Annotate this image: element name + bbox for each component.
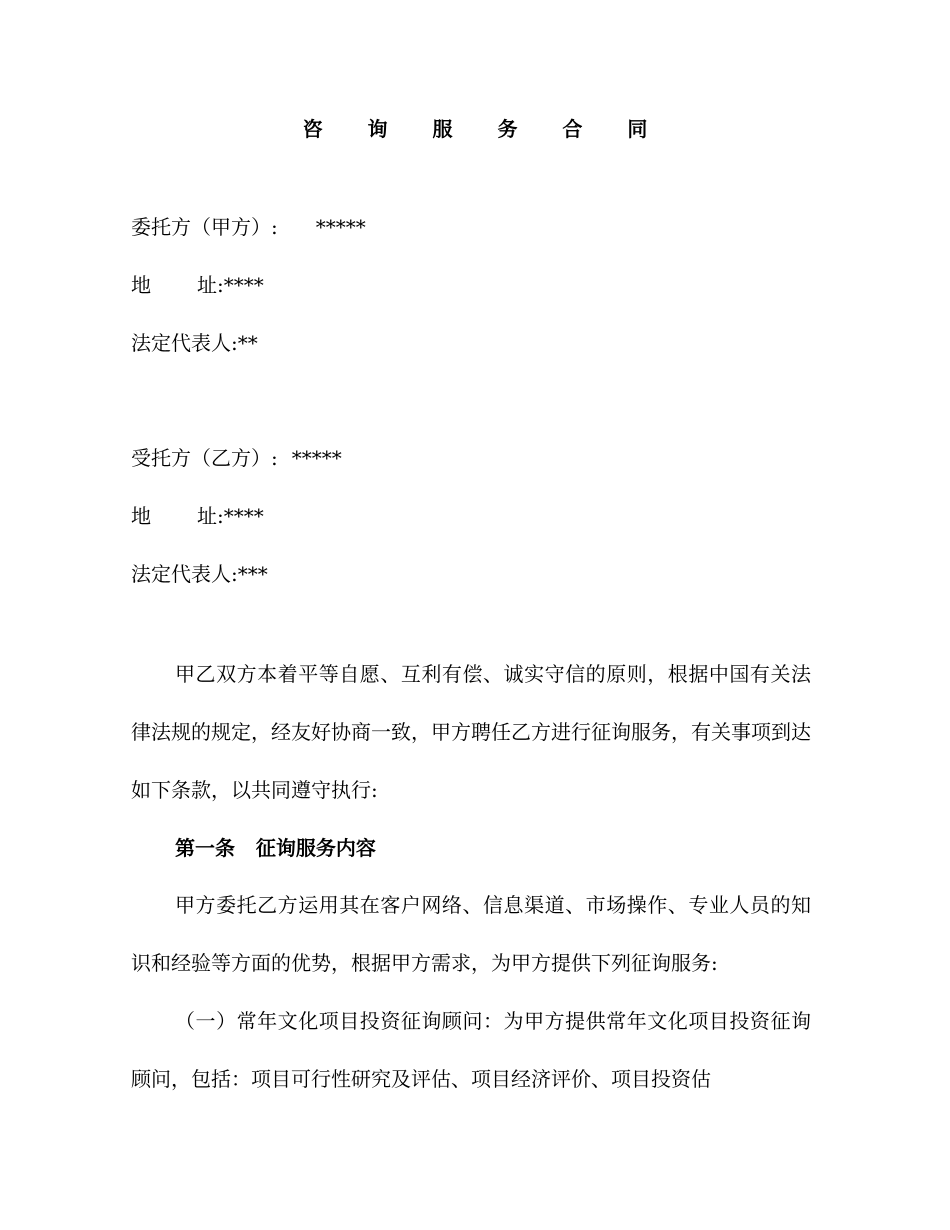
party-a-rep-label: 法定代表人: [131,331,238,355]
party-b-representative-line [131,560,268,588]
party-b-address-label-start: 地 [131,504,151,528]
party-b-address-label-end: 址: [197,504,224,528]
clause-1-title: 第一条 征询服务内容 [175,836,376,860]
clause-1-body: 甲方委托乙方运用其在客户网络、信息渠道、市场操作、专业人员的知识和经验等方面的优势，根据甲方需求，为甲方提供下列征询服务: [131,893,811,975]
party-a-value: ***** [315,215,366,239]
party-a-address-line [131,271,264,299]
party-a-address-label-start: 地 [131,273,151,297]
party-b-line [131,444,342,472]
party-b-value: ***** [291,446,342,470]
party-a-representative-line [131,329,258,357]
party-b-rep-label: 法定代表人: [131,562,238,586]
document-title: 咨 询 服 务 合 同 [302,117,667,141]
party-b-label: 受托方（乙方）: [131,446,278,470]
clause-1-item-1: （一）常年文化项目投资征询顾问：为甲方提供常年文化项目投资征询顾问，包括：项目可行性研究及评估、项目经济评价、项目投资估 [131,1009,811,1091]
party-a-rep-value: ** [237,331,258,355]
party-a-address-label-end: 址: [197,273,224,297]
party-b-address-value: **** [223,504,264,528]
party-a-address-value: **** [223,273,264,297]
party-b-address-line [131,502,264,530]
intro-paragraph: 甲乙双方本着平等自愿、互利有偿、诚实守信的原则，根据中国有关法律法规的规定，经友好协商一致，甲方聘任乙方进行征询服务，有关事项到达如下条款，以共同遵守执行: [131,662,811,802]
party-a-label: 委托方（甲方）: [131,215,278,239]
party-b-rep-value: *** [237,562,268,586]
party-a-line [131,213,366,241]
